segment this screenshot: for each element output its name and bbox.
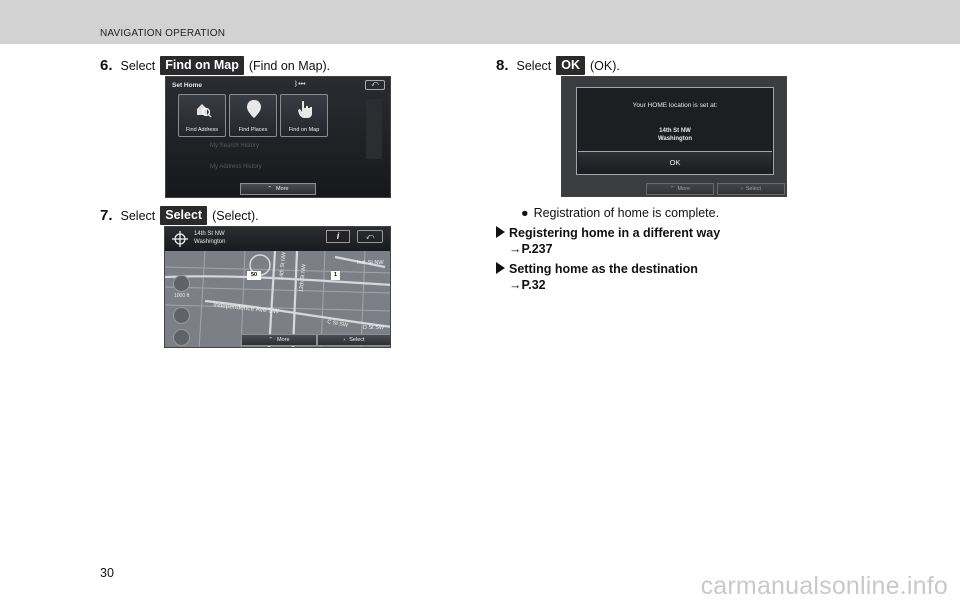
- step-number: 7.: [100, 207, 113, 224]
- chevron-up-icon: ⌃: [267, 186, 273, 192]
- more-label: More: [276, 186, 289, 192]
- select-label: Select: [349, 337, 365, 343]
- street-label: D St SW: [363, 325, 385, 331]
- step-7: [100, 206, 259, 225]
- link-title: Registering home in a different way: [509, 226, 721, 240]
- select-button[interactable]: [317, 334, 391, 346]
- find-address-tile[interactable]: [178, 94, 226, 137]
- page-number: 30: [100, 566, 114, 580]
- street-label: Ind. St NW: [357, 260, 384, 266]
- step-number: 6.: [100, 57, 113, 74]
- step-verb: Select: [120, 58, 156, 73]
- route-shield: 50: [247, 271, 261, 280]
- ok-chip: OK: [556, 56, 585, 75]
- route-shield: 1: [331, 271, 340, 280]
- link-registering-home[interactable]: [496, 226, 720, 240]
- bullet-text: Registration of home is complete.: [533, 206, 720, 220]
- bullet-note: [521, 206, 719, 220]
- bg-more-button: ⌃ More: [646, 183, 714, 195]
- tile-label: Find on Map: [288, 127, 320, 133]
- step-verb: Select: [516, 58, 552, 73]
- find-on-map-tile[interactable]: [280, 94, 328, 137]
- map-screen: [164, 226, 391, 348]
- find-on-map-chip: Find on Map: [160, 56, 244, 75]
- scale-label: 1000 ft: [174, 293, 190, 299]
- step-6: [100, 56, 330, 75]
- dialog-message: Your HOME location is set at:: [632, 102, 718, 109]
- tile-label: Find Places: [238, 127, 268, 133]
- compass-icon[interactable]: [173, 329, 190, 346]
- address-line-2: Washington: [194, 239, 226, 245]
- set-home-screen: [165, 76, 391, 198]
- address-line-1: 14th St NW: [194, 231, 225, 237]
- zoom-out-icon[interactable]: [173, 307, 190, 324]
- ghost-row: My Search History: [210, 143, 260, 149]
- chevron-right-icon: ›: [343, 337, 346, 343]
- more-button[interactable]: [241, 334, 317, 346]
- ok-button[interactable]: OK: [578, 151, 772, 173]
- dialog-address-1: 14th St NW: [659, 128, 691, 134]
- street-label: 12th St NW: [298, 263, 308, 293]
- step-number: 8.: [496, 57, 509, 74]
- crosshair-icon: [172, 231, 188, 247]
- link-title: Setting home as the destination: [509, 262, 698, 276]
- bg-select-button: › Select: [717, 183, 785, 195]
- street-label: 14th St NW: [278, 251, 288, 281]
- page-ref[interactable]: →P.237: [509, 242, 553, 256]
- select-chip: Select: [160, 206, 207, 225]
- confirmation-screen: [561, 76, 787, 197]
- info-icon[interactable]: i: [326, 230, 350, 243]
- confirmation-dialog: [576, 87, 774, 175]
- triangle-right-icon: [496, 226, 505, 238]
- side-panel: [366, 99, 382, 159]
- page-ref[interactable]: →P.32: [509, 278, 546, 292]
- back-icon[interactable]: ⤺: [357, 230, 383, 243]
- step-8: [496, 56, 620, 75]
- street-label: C St SW: [326, 319, 349, 329]
- step-verb: Select: [120, 208, 156, 223]
- more-label: More: [277, 337, 290, 343]
- screen-title: Set Home: [172, 82, 202, 89]
- step-paren: (OK).: [590, 58, 620, 73]
- step-paren: (Select).: [212, 208, 259, 223]
- triangle-right-icon: [496, 262, 505, 274]
- pin-icon: [246, 99, 262, 119]
- bullet-icon: ●: [521, 206, 529, 220]
- more-button[interactable]: [240, 183, 316, 195]
- zoom-in-icon[interactable]: [173, 275, 190, 292]
- find-places-tile[interactable]: [229, 94, 277, 137]
- ghost-row: My Address History: [210, 164, 262, 170]
- house-search-icon: [194, 100, 212, 118]
- street-label: Independence Ave SW: [212, 301, 280, 316]
- dialog-address-2: Washington: [657, 136, 693, 142]
- watermark: carmanualsonline.info: [700, 572, 948, 600]
- tile-label: Find Address: [185, 127, 219, 133]
- section-title: NAVIGATION OPERATION: [100, 28, 226, 39]
- back-icon[interactable]: ⤺: [365, 80, 385, 90]
- signal-icon: ᛒ•••: [294, 81, 306, 88]
- link-home-destination[interactable]: [496, 262, 698, 276]
- hand-touch-icon: [296, 99, 314, 119]
- chevron-up-icon: ⌃: [268, 337, 274, 343]
- step-paren: (Find on Map).: [248, 58, 331, 73]
